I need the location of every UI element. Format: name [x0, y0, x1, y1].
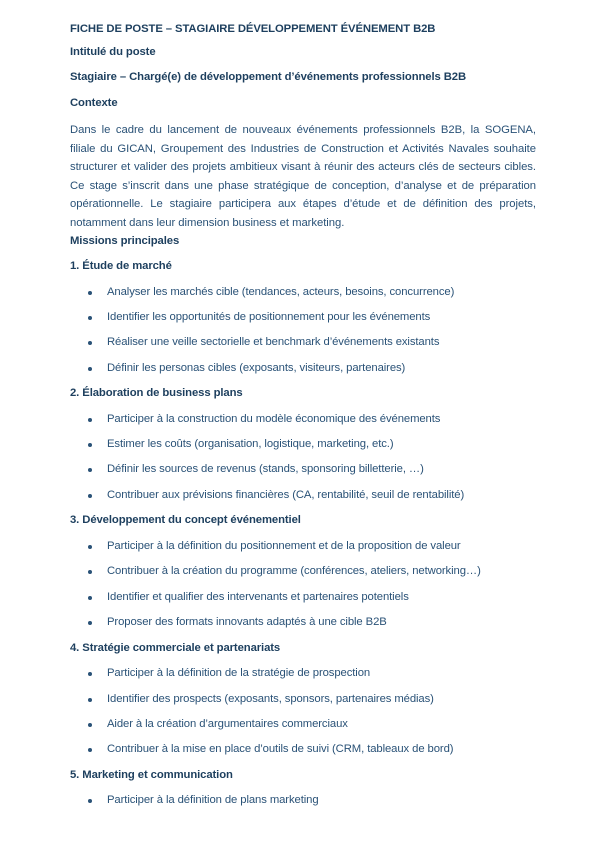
section-heading: 1. Étude de marché	[70, 260, 172, 272]
bullet-icon	[88, 672, 92, 676]
section-heading: 5. Marketing et communication	[70, 769, 233, 781]
bullet-icon	[88, 468, 92, 472]
bullet-icon	[88, 291, 92, 295]
section-heading: 2. Élaboration de business plans	[70, 387, 243, 399]
missions-heading: Missions principales	[70, 235, 180, 247]
intitule-value: Stagiaire – Chargé(e) de développement d’événements professionnels B2B	[70, 71, 467, 83]
bullet-icon	[88, 418, 92, 422]
bullet-icon	[88, 341, 92, 345]
contexte-heading: Contexte	[70, 97, 118, 109]
bullet-icon	[88, 494, 92, 498]
document-title: FICHE DE POSTE – STAGIAIRE DÉVELOPPEMENT ÉVÉNEMENT B2B	[70, 23, 436, 35]
bullet-icon	[88, 545, 92, 549]
bullet-icon	[88, 723, 92, 727]
bullet-icon	[88, 799, 92, 803]
bullet-icon	[88, 698, 92, 702]
bullet-icon	[88, 443, 92, 447]
bullet-icon	[88, 570, 92, 574]
section-heading: 4. Stratégie commerciale et partenariats	[70, 642, 281, 654]
contexte-paragraph: Dans le cadre du lancement de nouveaux événements professionnels B2B, la SOGENA, filiale du GICAN, Groupement des Industries de Construction et Activités Navales souhaite structurer et valider des projets ambitieux visant à réunir des acteurs clés de secteurs cibles. Ce stage s’inscrit dans une phase stratégique de conception, d’analyse et de préparation opérationnelle. Le stagiaire participera aux étapes d’étude et de définition des projets, notamment dans leur dimension business et marketing.	[70, 124, 536, 229]
section-heading: 3. Développement du concept événementiel	[70, 514, 301, 526]
bullet-icon	[88, 316, 92, 320]
bullet-icon	[88, 748, 92, 752]
bullet-icon	[88, 367, 92, 371]
bullet-icon	[88, 621, 92, 625]
bullet-icon	[88, 596, 92, 600]
intitule-heading: Intitulé du poste	[70, 46, 156, 58]
